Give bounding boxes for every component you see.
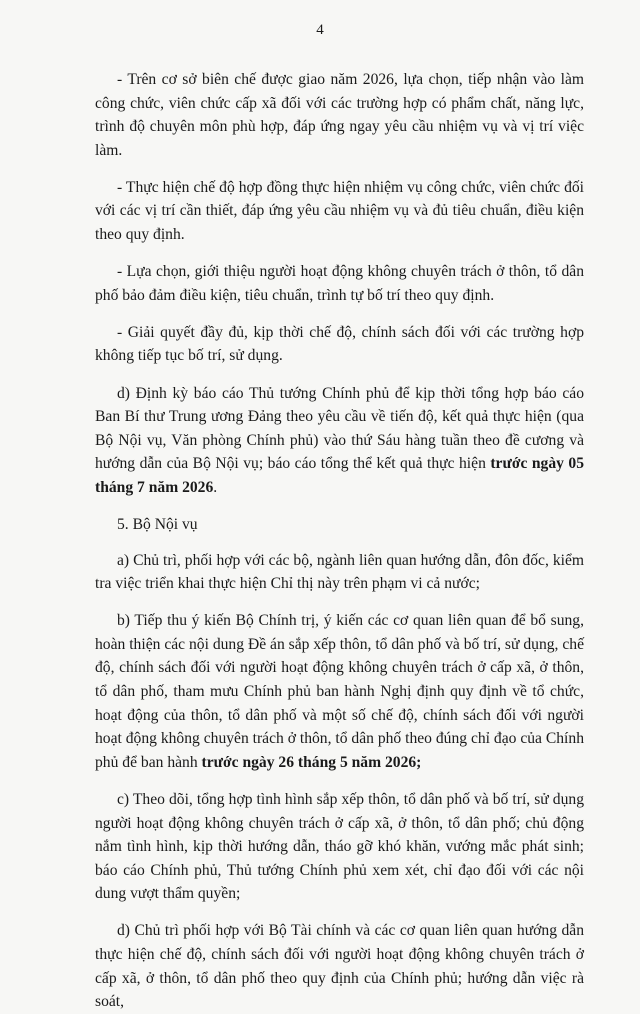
- paragraph-b: [95, 609, 584, 774]
- paragraph-b-text: b) Tiếp thu ý kiến Bộ Chính trị, ý kiến các cơ quan liên quan để bổ sung, hoàn thiện các nội dung Đề án sắp xếp thôn, tổ dân phố và bố trí, sử dụng, chế độ, chính sách đối với người hoạt động không chuyên trách ở cấp xã, ở thôn, tổ dân phố, tham mưu Chính phủ ban hành Nghị định quy định về tổ chức, hoạt động của thôn, tổ dân phố và một số chế độ, chính sách đối với người hoạt động không chuyên trách ở thôn, tổ dân phố theo đúng chỉ đạo của Chính phủ để ban hành: [95, 612, 584, 771]
- paragraph-selection: - Lựa chọn, giới thiệu người hoạt động không chuyên trách ở thôn, tổ dân phố bảo đảm điều kiện, tiêu chuẩn, trình tự bố trí theo quy định.: [95, 263, 584, 304]
- paragraph-contract: - Thực hiện chế độ hợp đồng thực hiện nhiệm vụ công chức, viên chức đối với các vị trí cần thiết, đáp ứng yêu cầu nhiệm vụ và đủ tiêu chuẩn, điều kiện theo quy định.: [95, 178, 584, 244]
- paragraph-recruitment: - Trên cơ sở biên chế được giao năm 2026, lựa chọn, tiếp nhận vào làm công chức, viên chức cấp xã đối với các trường hợp có phẩm chất, năng lực, trình độ chuyên môn phù hợp, đáp ứng ngay yêu cầu nhiệm vụ và vị trí việc làm.: [95, 71, 584, 159]
- reporting-deadline: trước ngày 05 tháng 7 năm 2026: [95, 455, 584, 496]
- paragraph-b-deadline: trước ngày 26 tháng 5 năm 2026;: [201, 753, 422, 771]
- section-heading-ministry: 5. Bộ Nội vụ: [117, 516, 198, 533]
- reporting-end: .: [213, 478, 218, 496]
- paragraph-a: a) Chủ trì, phối hợp với các bộ, ngành liên quan hướng dẫn, đôn đốc, kiểm tra việc triển khai thực hiện Chỉ thị này trên phạm vi cả nước;: [95, 551, 584, 593]
- reporting-text: d) Định kỳ báo cáo Thủ tướng Chính phủ để kịp thời tổng hợp báo cáo Ban Bí thư Trung ương Đảng theo yêu cầu về tiến độ, kết quả thực hiện (qua Bộ Nội vụ, Văn phòng Chính phủ) vào thứ Sáu hàng tuần theo đề cương và hướng dẫn của Bộ Nội vụ; báo cáo tổng thể kết quả thực hiện: [95, 384, 584, 473]
- paragraph-policy: - Giải quyết đầy đủ, kịp thời chế độ, chính sách đối với các trường hợp không tiếp tục bố trí, sử dụng.: [95, 323, 584, 365]
- page-number: 4: [316, 22, 324, 38]
- paragraph-d: d) Chủ trì phối hợp với Bộ Tài chính và các cơ quan liên quan hướng dẫn thực hiện chế độ, chính sách đối với người hoạt động không chuyên trách ở cấp xã, ở thôn, tổ dân phố theo quy định của Chính phủ; hướng dẫn việc rà soát,: [95, 922, 584, 1011]
- paragraph-reporting: [95, 382, 584, 500]
- paragraph-c: c) Theo dõi, tổng hợp tình hình sắp xếp thôn, tổ dân phố và bố trí, sử dụng người hoạt động không chuyên trách ở cấp xã, ở thôn, tổ dân phố; chủ động nắm tình hình, kịp thời hướng dẫn, tháo gỡ khó khăn, vướng mắc phát sinh; báo cáo Chính phủ, Thủ tướng Chính phủ xem xét, chỉ đạo đối với các nội dung vượt thẩm quyền;: [95, 790, 584, 903]
- document-body: [95, 68, 584, 1014]
